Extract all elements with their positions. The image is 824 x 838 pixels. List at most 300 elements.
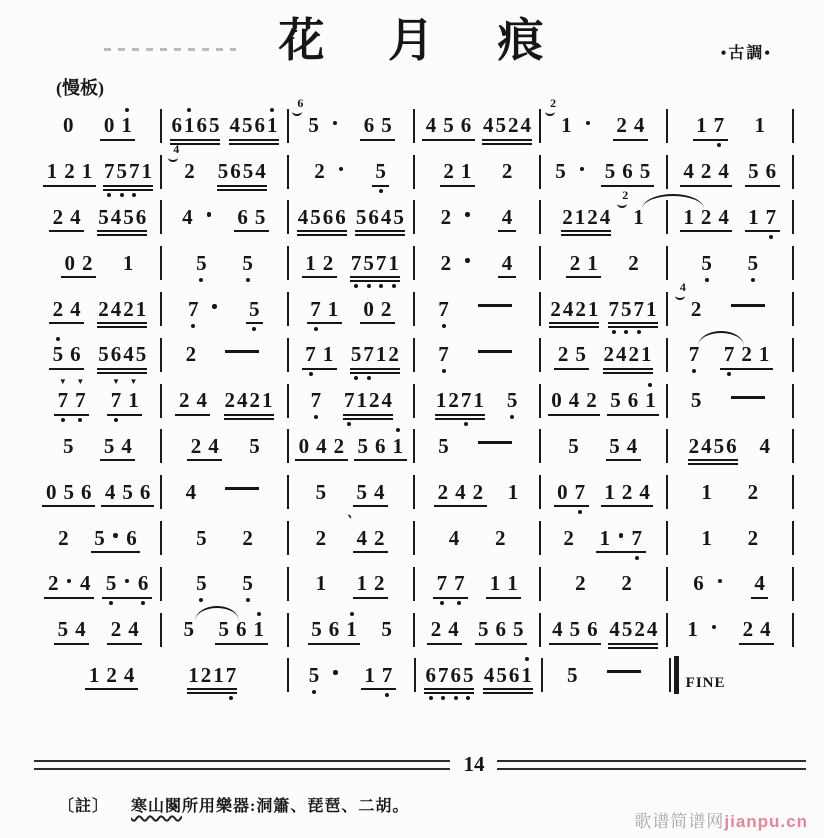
grace-note-digit: 6 [297,96,304,111]
measure-cell [289,662,414,687]
note-digit: 1 [81,159,93,184]
note-group [54,619,89,640]
octave-dot-above [525,657,529,661]
note-group [247,433,262,458]
barline [792,429,794,463]
note-digit: 1 [561,113,572,138]
note-digit: 2 [47,571,59,596]
note-digit: 4 [448,525,460,550]
note-digit: 5 [217,159,229,184]
underline [475,643,528,645]
underline [608,322,658,324]
note-digit: 4 [759,433,771,458]
barline [792,155,794,189]
note-digit: 4 [110,296,122,321]
note-digit: 6 [237,204,248,229]
octave-dot-below [114,418,118,422]
note-group [745,161,780,182]
footer-rule-right [497,760,806,770]
underline [688,463,738,465]
note-group [42,479,95,504]
note-group [44,573,94,594]
note-group [49,344,84,365]
note-group [297,96,342,138]
underline [549,326,599,328]
note-digit: 6 [322,204,334,229]
note-digit: 6 [627,388,639,413]
note-group [224,390,274,411]
underline [745,230,780,232]
note-group [561,204,611,229]
tune-type-label: •古調• [720,45,772,62]
underline [350,280,400,282]
note-group [49,296,84,321]
note-digit: 6 [126,525,137,550]
note-group [746,525,761,550]
underline [49,322,84,324]
underline [234,230,269,232]
note-digit: 5 [375,161,386,182]
barline [792,521,794,555]
measure-cell [36,573,160,594]
octave-dot-below [107,193,111,197]
measure-cell [541,296,665,321]
note-digit: 6 [70,342,81,367]
note-group [436,296,451,321]
note-digit: 1 [364,662,375,687]
underline [424,688,474,690]
page-number: 14 [463,752,485,776]
note-group [353,573,388,594]
note-group [309,390,324,411]
underline [608,647,658,649]
note-group [107,377,142,413]
note-digit: 6 [587,617,598,642]
underline [42,505,95,507]
note-digit: 4 [196,388,207,413]
measure-cell [415,296,539,321]
measure-cell [668,619,792,640]
note-group [746,250,761,275]
underline [308,643,361,645]
note-digit: 7 [382,665,393,686]
note-digit: 7 [575,482,586,503]
note-group [498,204,516,229]
underline [307,322,342,324]
footnote-title-underlined: 寒山闋 [131,798,183,815]
note-digit: 6 [765,159,777,184]
note-group [229,115,279,136]
underline [427,643,462,645]
note-digit: 2 [200,662,212,687]
note-digit: 4 [599,204,611,229]
note-digit: 2 [369,388,380,413]
note-digit: 2 [550,296,561,321]
note-digit: 1 [701,525,712,550]
note-digit: 2 [190,433,202,458]
grace-note-digit: 4 [173,142,180,157]
octave-dot-below [141,601,145,605]
octave-dot-below [442,324,446,328]
note-digit: 4 [229,113,241,138]
augmentation-dot [465,212,470,217]
note-digit: 5 [315,479,327,504]
measure-cell [289,619,413,640]
note-digit: 5 [438,433,449,458]
note-digit: 5 [568,433,579,458]
octave-dot-below [464,422,468,426]
note-group [561,525,576,550]
note-digit: 2 [747,479,759,504]
measure-cell [289,250,413,275]
note-group [679,279,704,321]
note-digit: 5 [496,662,507,687]
note-digit: 5 [53,344,64,365]
note-digit: 2 [315,525,327,550]
note-group [121,250,136,275]
note-group [350,250,400,275]
note-digit: 1 [88,662,100,687]
measure-cell [36,296,160,321]
note-group [61,115,76,136]
octave-dot-above [125,108,129,112]
measure-cell [668,204,792,229]
note-digit: 1 [267,115,278,136]
underline [350,368,400,370]
underline [229,143,279,145]
octave-dot-below [78,418,82,422]
note-digit: 6 [110,342,122,367]
underline [187,459,222,461]
note-group [472,438,518,454]
underline [91,551,141,553]
underline [482,143,532,145]
note-digit: 4 [616,342,627,367]
note-digit: 5 [713,433,725,458]
note-group [215,619,268,640]
octave-dot-above [350,612,354,616]
note-group [498,250,516,275]
measure-cell [289,161,413,182]
measure-cell [541,619,665,640]
note-digit: 2 [557,342,569,367]
note-digit: 1 [754,113,766,138]
note-digit: 2 [688,433,700,458]
note-digit: 5 [513,617,524,642]
measure-cell [289,479,413,504]
note-digit: 7 [438,665,449,686]
score-row [36,187,794,241]
grace-hook [617,201,627,208]
note-group [440,161,475,182]
augmentation-dot [207,212,212,217]
tempo-label: (慢板) [56,78,104,98]
note-digit: 2 [58,525,69,550]
measure-cell [36,115,160,136]
note-digit: 4 [237,388,248,413]
underline [608,643,658,645]
note-digit: 6 [135,204,147,229]
octave-dot-below [705,278,709,282]
note-digit: 2 [64,159,75,184]
note-group [170,115,220,136]
measure-cell [668,390,792,411]
note-digit: 5 [309,665,320,686]
accent-mark: ▼ [76,377,85,387]
note-group [180,204,216,229]
underline [434,505,487,507]
tie-arc [195,606,239,621]
note-digit: 1 [521,665,532,686]
measure-cell [541,187,665,229]
underline [100,459,135,461]
underline [350,276,400,278]
note-group [350,344,400,365]
note-digit: 2 [495,525,506,550]
measure-cell [289,573,413,594]
octave-dot-below [769,235,773,239]
note-digit: 2 [742,617,754,642]
score-row [36,653,794,699]
note-digit: 1 [327,296,339,321]
octave-dot-above [270,108,274,112]
note-digit: 4 [374,479,385,504]
note-group [739,619,774,640]
measure-cell [36,161,160,182]
measure-cell [162,115,286,136]
note-group [314,573,329,594]
underline [549,643,602,645]
measure-cell [289,296,413,321]
note-digit: 4 [123,342,134,367]
underline [360,139,395,141]
note-digit: 1 [687,617,698,642]
note-digit: 7 [461,390,472,411]
underline [720,368,773,370]
note-group [472,347,518,363]
note-digit: 2 [314,159,325,184]
note-digit: 1 [641,342,652,367]
measure-cell [162,573,286,594]
note-digit: 0 [557,479,568,504]
octave-dot-above [257,612,261,616]
note-digit: 1 [262,388,273,413]
note-digit: 6 [328,617,340,642]
measure-cell [415,250,539,275]
note-group [691,573,727,594]
measure-cell [541,250,665,275]
note-group [500,161,515,182]
note-digit: 6 [508,662,520,687]
note-group [753,115,768,136]
note-digit: 1 [507,479,519,504]
underline [498,276,516,278]
note-digit: 6 [368,204,379,229]
grace-note-digit: 2 [622,187,629,202]
measure-cell [541,344,665,365]
underline [101,505,154,507]
score-row [36,142,794,195]
note-digit: 4 [380,204,392,229]
measure-cell [541,390,665,411]
note-digit: 4 [646,617,658,642]
note-digit: 2 [224,388,236,413]
note-digit: 4 [208,433,219,458]
note-group [626,250,641,275]
note-digit: 2 [178,388,190,413]
note-group [361,662,396,687]
score-row [36,515,794,561]
underline [302,368,337,370]
octave-dot-below [692,369,696,373]
note-group [308,619,361,640]
underline [97,234,147,236]
note-digit: 2 [184,159,195,184]
note-group [622,187,646,229]
octave-dot-below [392,284,396,288]
note-group [483,662,533,687]
note-digit: 2 [380,296,392,321]
measure-cell [668,479,792,504]
note-group [354,433,407,458]
duration-dash [607,670,641,673]
underline [302,276,337,278]
underline [613,139,648,141]
note-digit: 4 [75,617,86,642]
measure-cell [415,344,539,365]
fine-label: FINE [685,674,726,691]
note-digit: 5 [748,253,759,274]
note-group [240,525,255,550]
octave-dot-below [385,693,389,697]
underline [688,459,738,461]
note-group [554,479,589,504]
note-digit: 6 [254,113,266,138]
underline [85,688,138,690]
note-digit: 0 [363,296,374,321]
underline [353,597,388,599]
measure-cell [415,204,539,229]
note-digit: 7 [104,161,115,182]
note-digit: 6 [375,433,386,458]
note-digit: 7 [344,390,355,411]
note-digit: 1 [356,388,368,413]
footer-rule-left [34,760,450,770]
barline [792,338,794,372]
note-group [475,619,528,640]
note-digit: 2 [185,342,197,367]
grace-hook [168,155,178,162]
octave-dot-below [132,193,136,197]
note-group [61,433,76,458]
octave-dot-below [367,376,371,380]
measure-cell [289,204,413,229]
note-group [565,662,580,687]
underline [103,185,153,187]
note-digit: 1 [213,662,224,687]
duration-dash [478,441,512,444]
note-group [549,296,599,321]
duration-dash [731,396,765,399]
underline [217,185,267,187]
note-digit: 5 [604,159,616,184]
note-digit: 6 [171,113,182,138]
score-row [36,607,794,653]
page-title: 花 月 痕 [278,15,546,66]
note-digit: 1 [188,662,199,687]
note-digit: 4 [297,204,309,229]
note-group [699,525,714,550]
octave-dot-below [440,601,444,605]
note-group [187,433,222,458]
note-digit: 5 [208,113,220,138]
octave-dot-below [429,696,433,700]
footer-rule [34,752,806,777]
note-digit: 2 [440,250,452,275]
note-group [49,204,84,229]
note-digit: 5 [98,204,109,229]
measure-cell [668,525,792,550]
note-group [607,390,660,411]
note-digit: 1 [633,204,644,229]
note-group [312,161,348,182]
measure-cell [162,142,286,184]
octave-dot-below [109,601,113,605]
watermark [634,807,808,832]
note-digit: 2 [575,296,586,321]
note-digit: 4 [552,617,563,642]
note-digit: 7 ▼ [58,390,69,411]
note-digit: 4 [718,204,729,229]
note-digit: 1 [315,571,327,596]
note-digit: 1 [587,250,598,275]
barline [792,384,794,418]
note-digit: 1 [322,342,334,367]
note-group [746,479,761,504]
note-digit: 4 [104,479,116,504]
underline [97,368,147,370]
measure-cell [415,619,539,640]
note-digit: 4 [483,113,494,138]
note-group [107,619,142,640]
grace-hook [545,109,555,116]
note-group [424,662,474,687]
note-group [194,525,209,550]
footnote-text: 所用樂器:洞簫、琵琶、二胡。 [182,798,410,815]
score-row [36,332,794,378]
note-digit: 5 [495,113,507,138]
augmentation-dot [333,121,338,126]
note-digit: 4 [182,204,193,229]
measure-cell [162,479,286,504]
note-group [603,344,653,365]
note-digit: 5 [356,479,368,504]
watermark-site-url-link[interactable]: jianpu.cn [724,812,808,831]
note-group [699,250,714,275]
note-digit: 5 [507,390,518,411]
grace-hook [292,109,302,116]
underline [354,459,407,461]
note-digit: 0 [298,433,310,458]
note-digit: 6 [335,204,346,229]
grace-note-digit: 4 [679,279,686,294]
octave-dot-below [199,278,203,282]
note-digit: 5 [106,573,117,594]
underline [297,230,347,232]
note-digit: 4 [683,159,694,184]
note-digit: 4 [110,204,122,229]
underline [187,688,237,690]
